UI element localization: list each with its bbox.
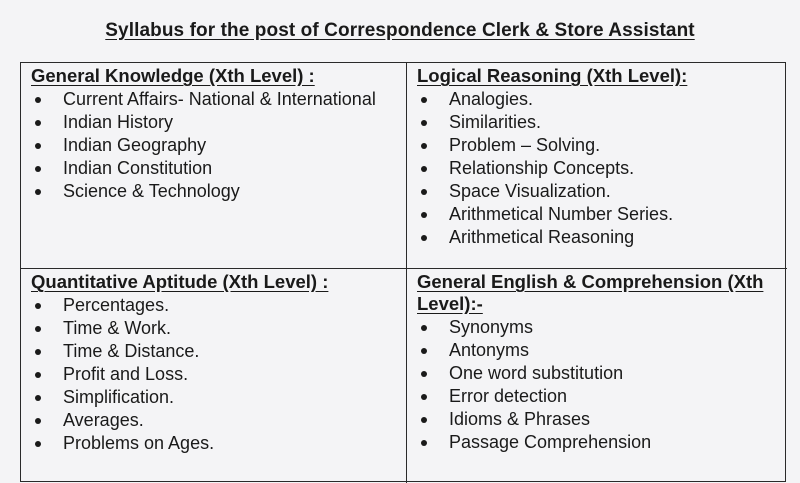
list-item: Time & Work.: [31, 317, 400, 340]
section-heading: General Knowledge (Xth Level) :: [31, 65, 315, 86]
list-item: Current Affairs- National & International: [31, 88, 400, 111]
list-item: Arithmetical Reasoning: [417, 226, 781, 249]
section-general-english: [407, 269, 787, 483]
list-item: Error detection: [417, 385, 781, 408]
list-item: Problems on Ages.: [31, 432, 400, 455]
list-item: Idioms & Phrases: [417, 408, 781, 431]
list-item: Relationship Concepts.: [417, 157, 781, 180]
list-item: Science & Technology: [31, 180, 400, 203]
list-item: Simplification.: [31, 386, 400, 409]
list-item: Time & Distance.: [31, 340, 400, 363]
list-item: Synonyms: [417, 316, 781, 339]
list-item: One word substitution: [417, 362, 781, 385]
list-item: Space Visualization.: [417, 180, 781, 203]
list-item: Arithmetical Number Series.: [417, 203, 781, 226]
list-item: Indian History: [31, 111, 400, 134]
list-item: Antonyms: [417, 339, 781, 362]
section-heading: Logical Reasoning (Xth Level):: [417, 65, 688, 86]
topic-list: [417, 88, 781, 249]
section-heading: General English & Comprehension (Xth Level):-: [417, 271, 764, 314]
list-item: Analogies.: [417, 88, 781, 111]
list-item: Similarities.: [417, 111, 781, 134]
section-logical-reasoning: [407, 63, 787, 269]
syllabus-table: [20, 62, 786, 482]
list-item: Indian Geography: [31, 134, 400, 157]
list-item: Problem – Solving.: [417, 134, 781, 157]
section-quantitative-aptitude: [21, 269, 407, 483]
page-title: Syllabus for the post of Correspondence Clerk & Store Assistant: [105, 20, 695, 41]
list-item: Percentages.: [31, 294, 400, 317]
section-general-knowledge: [21, 63, 407, 269]
section-heading: Quantitative Aptitude (Xth Level) :: [31, 271, 329, 292]
list-item: Profit and Loss.: [31, 363, 400, 386]
topic-list: [31, 294, 400, 455]
list-item: Averages.: [31, 409, 400, 432]
topic-list: [31, 88, 400, 203]
list-item: Passage Comprehension: [417, 431, 781, 454]
topic-list: [417, 316, 781, 454]
list-item: Indian Constitution: [31, 157, 400, 180]
